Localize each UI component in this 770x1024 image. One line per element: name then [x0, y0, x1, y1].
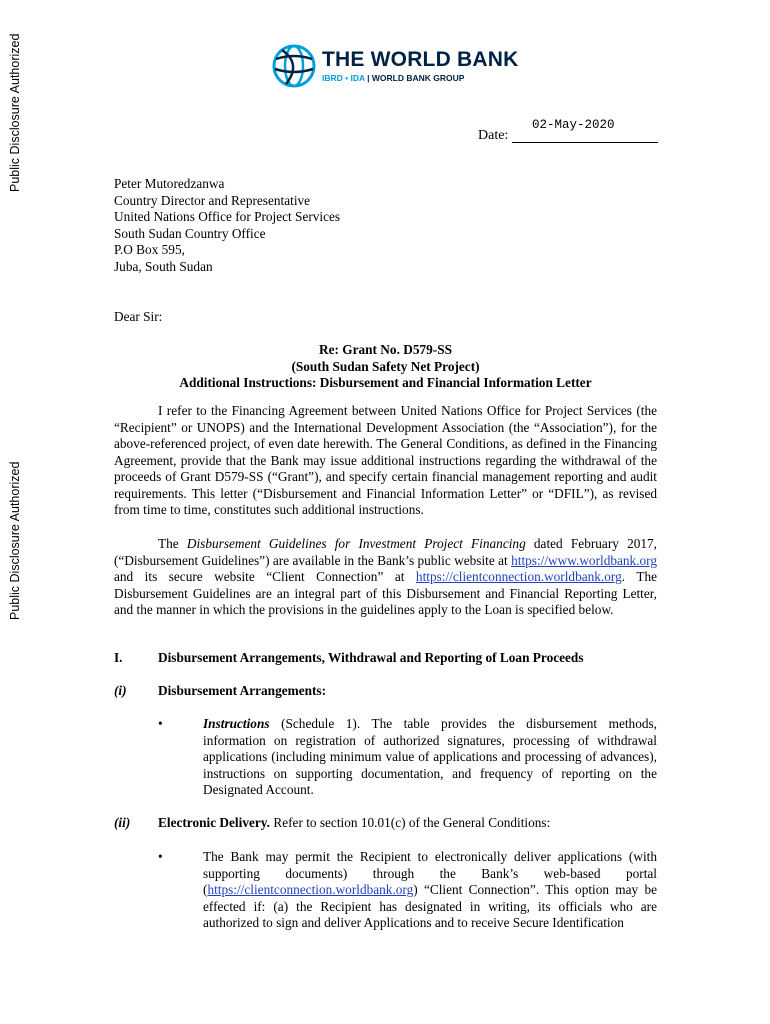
disclosure-stamp-top: Public Disclosure Authorized — [8, 33, 22, 192]
address-line: Country Director and Representative — [114, 192, 311, 208]
subsection-heading-i — [114, 683, 326, 699]
guidelines-title: Disbursement Guidelines for Investment Project Financing — [186, 536, 526, 551]
address-line: P.O Box 595, — [114, 242, 185, 257]
bullet-icon: • — [158, 849, 163, 864]
bullet-text-pre: The Bank may permit the Recipient to electronically deliver applications (with supporting documents) through the Bank’s web-based portal ( — [203, 849, 657, 897]
subject-block — [114, 342, 657, 392]
subsection-number: (i) — [114, 683, 127, 698]
bullet-icon: • — [158, 716, 163, 731]
logo-sub-rest: | WORLD BANK GROUP — [364, 73, 465, 83]
address-line: United Nations Office for Project Services — [114, 209, 341, 224]
logo-subtitle — [322, 73, 518, 83]
paragraph-intro: I refer to the Financing Agreement between United Nations Office for Project Services (the “Recipient” or UNOPS) and the International Development Association (the “Association”), for the above-referenced project, of even date herewith. The General Conditions, as defined in the Financing Agreement, provide that the Bank may issue additional instructions regarding the withdrawal of the proceeds of Grant D579-SS (“Grant”), and specify certain financial management reporting and audit requirements. This letter (“Disbursement and Financial Information Letter” or “DFIL”), as revised from time to time, constitutes such additional instructions. — [114, 403, 657, 517]
date-field — [478, 118, 663, 148]
recipient-address — [114, 176, 340, 275]
address-line: Peter Mutoredzanwa — [114, 176, 225, 191]
salutation: Dear Sir: — [114, 309, 163, 324]
clientconnection-link-2[interactable]: https://clientconnection.worldbank.org — [207, 882, 414, 897]
subsection-title: Disbursement Arrangements: — [158, 683, 327, 698]
globe-icon — [272, 44, 316, 88]
clientconnection-link[interactable]: https://clientconnection.worldbank.org — [415, 569, 622, 584]
bullet-text: (Schedule 1). The table provides the disbursement methods, information on registration of authorized signatures, processing of withdrawal applications (including minimum value of applications and processing of advances), instructions on supporting documentation, and frequency of reporting on the Designated Account. — [203, 716, 657, 797]
para2-mid2: and its secure website “Client Connection” at — [114, 569, 416, 584]
subject-line-3: Additional Instructions: Disbursement and Financial Information Letter — [179, 375, 592, 390]
subject-line-2: (South Sudan Safety Net Project) — [291, 358, 480, 374]
section-heading-1 — [114, 650, 584, 666]
disclosure-stamp-middle: Public Disclosure Authorized — [8, 461, 22, 620]
para2-pre: The — [158, 536, 187, 551]
logo-name: THE WORLD BANK — [322, 48, 519, 71]
para2-mid: dated February 2017, (“Disbursement Guidelines”) are available in the Bank’s public website at — [114, 536, 658, 568]
worldbank-link[interactable]: https://www.worldbank.org — [511, 552, 657, 568]
date-underline — [512, 142, 658, 143]
bullet-text-post: ) “Client Connection”. This option may be effected if: (a) the Recipient has designated in writing, its officials who are authorized to sign and deliver Applications and to receive Secure Identification — [203, 882, 657, 930]
paragraph-guidelines — [114, 536, 657, 619]
section-title: Disbursement Arrangements, Withdrawal and Reporting of Loan Proceeds — [158, 650, 584, 665]
world-bank-logo — [272, 44, 518, 88]
subject-line-1: Re: Grant No. D579-SS — [319, 342, 452, 357]
address-line: South Sudan Country Office — [114, 225, 266, 241]
subsection-heading-ii — [114, 815, 550, 831]
date-value: 02-May-2020 — [532, 118, 615, 132]
subsection-number: (ii) — [114, 815, 131, 830]
subsection-rest: Refer to section 10.01(c) of the General Conditions: — [270, 815, 551, 830]
section-number: I. — [114, 650, 123, 665]
bullet-electronic-delivery — [158, 849, 657, 932]
address-line: Juba, South Sudan — [114, 258, 213, 274]
bullet-title: Instructions — [203, 716, 270, 731]
subsection-title: Electronic Delivery. — [158, 815, 271, 830]
para2-post: . The Disbursement Guidelines are an integral part of this Disbursement and Financial Reporting Letter, and the manner in which the provisions in the guidelines apply to the Loan is specified below. — [114, 569, 657, 617]
logo-sub-accent: IBRD • IDA — [322, 73, 365, 83]
date-label: Date: — [478, 128, 509, 143]
bullet-instructions — [158, 716, 657, 799]
